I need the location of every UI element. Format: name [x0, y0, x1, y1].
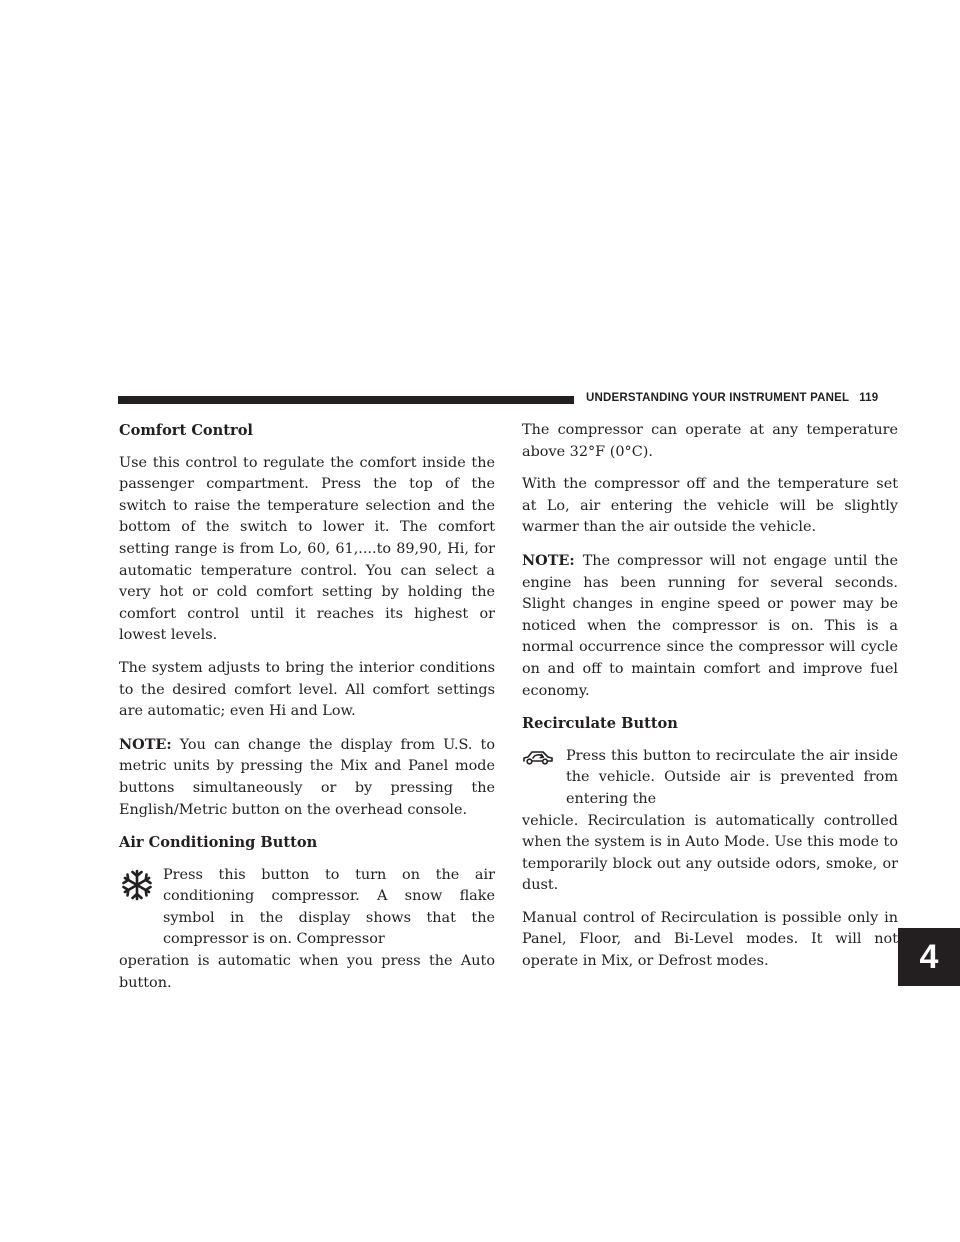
recirculate-car-icon	[522, 748, 554, 766]
air-conditioning-heading: Air Conditioning Button	[119, 834, 318, 852]
air-conditioning-text: Press this button to turn on the air conditioning compressor. A snow flake symbol in the display shows that the compressor is on. Compressor	[163, 866, 495, 948]
recirculate-heading: Recirculate Button	[522, 715, 678, 733]
air-conditioning-block	[119, 865, 495, 995]
running-header	[586, 392, 878, 408]
note-2-text: The compressor will not engage until the engine has been running for several seconds. Slight changes in engine speed or power may be noticed when the compressor is on. This is a normal occurrence since the compressor will cycle on and off to maintain comfort and improve fuel economy.	[522, 552, 898, 699]
recirculate-block	[522, 746, 898, 897]
recirculation-paragraph: Manual control of Recirculation is possible only in Panel, Floor, and Bi-Level modes. It will not operate in Mix, or Defrost modes.	[522, 909, 898, 970]
comfort-paragraph-1: Use this control to regulate the comfort inside the passenger compartment. Press the top of the switch to raise the temperature selection and the bottom of the switch to lower it. The comfort setting range is from Lo, 60, 61,....to 89,90, Hi, for automatic temperature control. You can select a very hot or cold comfort setting by holding the comfort control until it reaches its highest or lowest levels.	[119, 454, 495, 644]
note-1	[119, 734, 495, 821]
right-column	[522, 420, 898, 984]
recirculate-text: Press this button to recirculate the air inside the vehicle. Outside air is prevented from entering the	[566, 747, 898, 807]
air-conditioning-text-continued: operation is automatic when you press the Auto button.	[119, 953, 495, 991]
note-2-label: NOTE:	[522, 551, 575, 569]
snowflake-icon	[119, 867, 155, 903]
page-number: 119	[859, 392, 879, 404]
recirculate-text-continued: vehicle. Recirculation is automatically controlled when the system is in Auto Mode. Use this mode to temporarily block out any outside odors, smoke, or dust.	[522, 812, 898, 894]
comfort-control-heading: Comfort Control	[119, 422, 253, 439]
header-rule	[118, 396, 574, 404]
comfort-paragraph-2: The system adjusts to bring the interior conditions to the desired comfort level. All comfort settings are automatic; even Hi and Low.	[119, 659, 495, 720]
chapter-tab: 4	[898, 928, 960, 986]
note-2	[522, 550, 898, 702]
note-1-text: You can change the display from U.S. to metric units by pressing the Mix and Panel mode buttons simultaneously or by pressing the English/Metric button on the overhead console.	[119, 736, 495, 818]
compressor-paragraph-2: With the compressor off and the temperature set at Lo, air entering the vehicle will be slightly warmer than the air outside the vehicle.	[522, 476, 898, 536]
note-1-label: NOTE:	[119, 735, 172, 753]
section-title: UNDERSTANDING YOUR INSTRUMENT PANEL	[586, 392, 850, 404]
left-column	[119, 420, 495, 994]
compressor-paragraph-1: The compressor can operate at any temperature above 32°F (0°C).	[522, 422, 898, 460]
